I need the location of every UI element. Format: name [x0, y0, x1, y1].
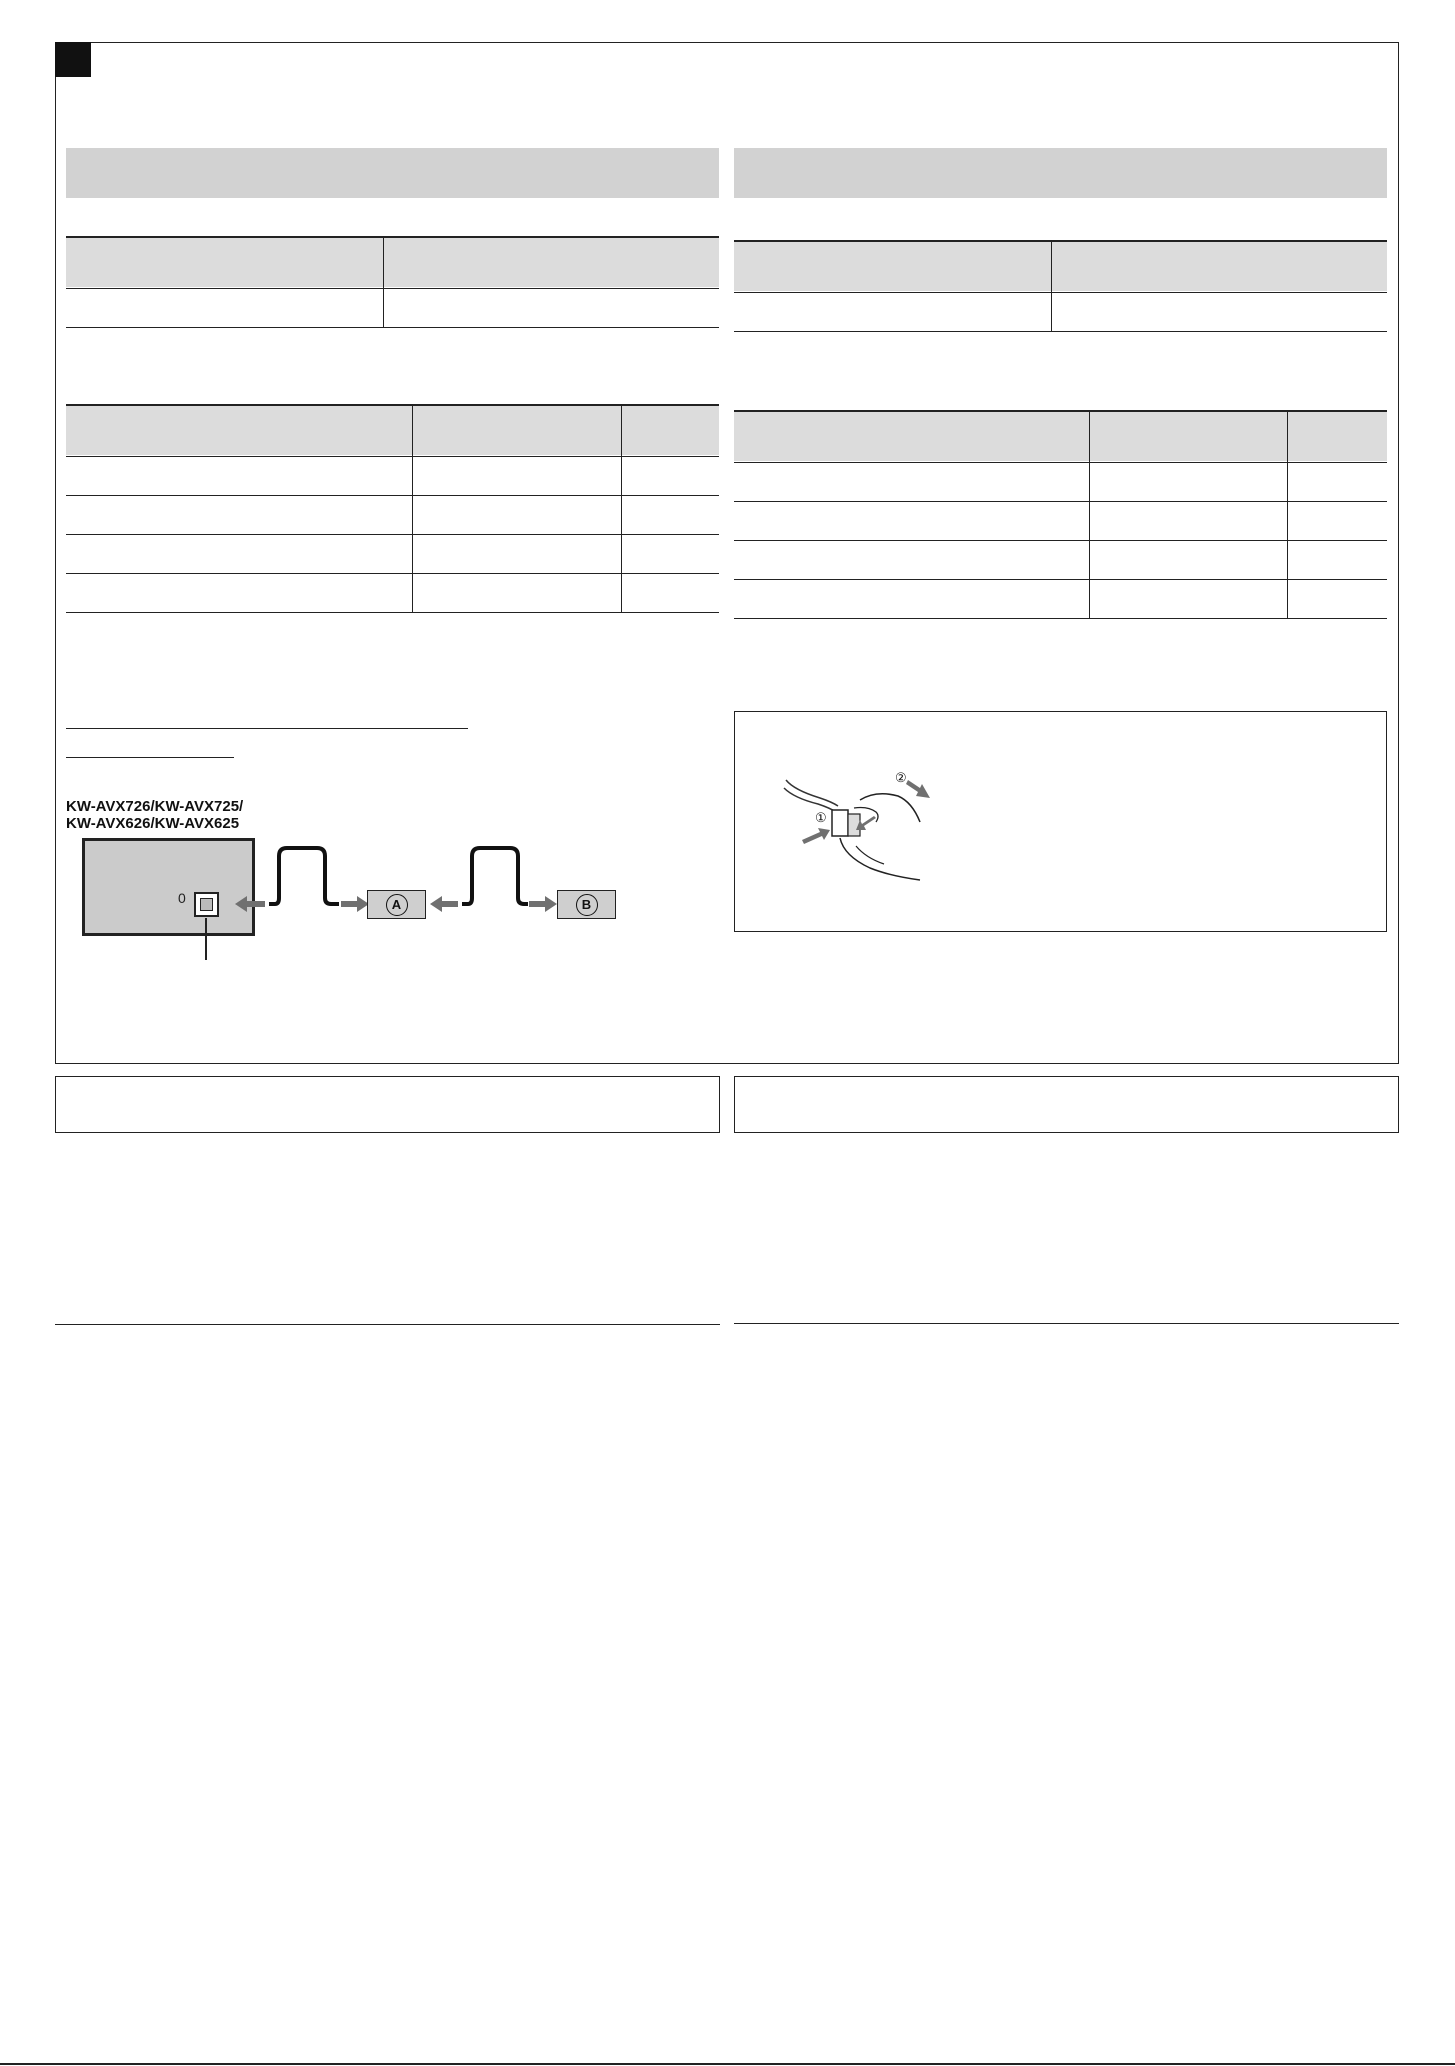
step-1-marker: ① — [815, 810, 827, 825]
lower-left-box — [55, 1076, 720, 1133]
lower-left-divider — [55, 1324, 720, 1325]
unit-indicator-icon: 0 — [178, 890, 186, 906]
model-names-line-1: KW-AVX726/KW-AVX725/ — [66, 798, 244, 815]
usb-port-icon — [194, 892, 219, 917]
device-b-box — [557, 890, 616, 919]
left-underline-2 — [66, 757, 234, 758]
arrow-right-icon — [529, 896, 557, 912]
arrow-right-icon — [341, 896, 369, 912]
cable-2 — [462, 848, 528, 904]
model-names-line-2: KW-AVX626/KW-AVX625 — [66, 815, 240, 832]
lower-right-box — [734, 1076, 1399, 1133]
device-b-label: B — [576, 894, 598, 916]
arrow-left-icon — [235, 896, 265, 912]
left-underline-1 — [66, 728, 468, 729]
arrow-left-icon — [430, 896, 458, 912]
port-callout-line — [205, 918, 207, 960]
device-a-box — [367, 890, 426, 919]
hand-connector-illustration — [780, 760, 960, 890]
right-table-2-header — [734, 411, 1387, 461]
section-marker — [55, 42, 91, 77]
cable-diagram-svg — [225, 838, 645, 938]
left-section-title-bar — [66, 148, 719, 198]
device-a-label: A — [386, 894, 408, 916]
step-2-marker: ② — [895, 770, 907, 785]
right-section-title-bar — [734, 148, 1387, 198]
page-bottom-rule — [0, 2063, 1455, 2065]
lower-right-divider — [734, 1323, 1399, 1324]
cable-1 — [269, 848, 339, 904]
right-table-1-header — [734, 241, 1387, 291]
left-table-1-header — [66, 237, 719, 287]
pull-arrow-icon — [906, 780, 930, 798]
push-arrow-icon — [802, 828, 830, 844]
